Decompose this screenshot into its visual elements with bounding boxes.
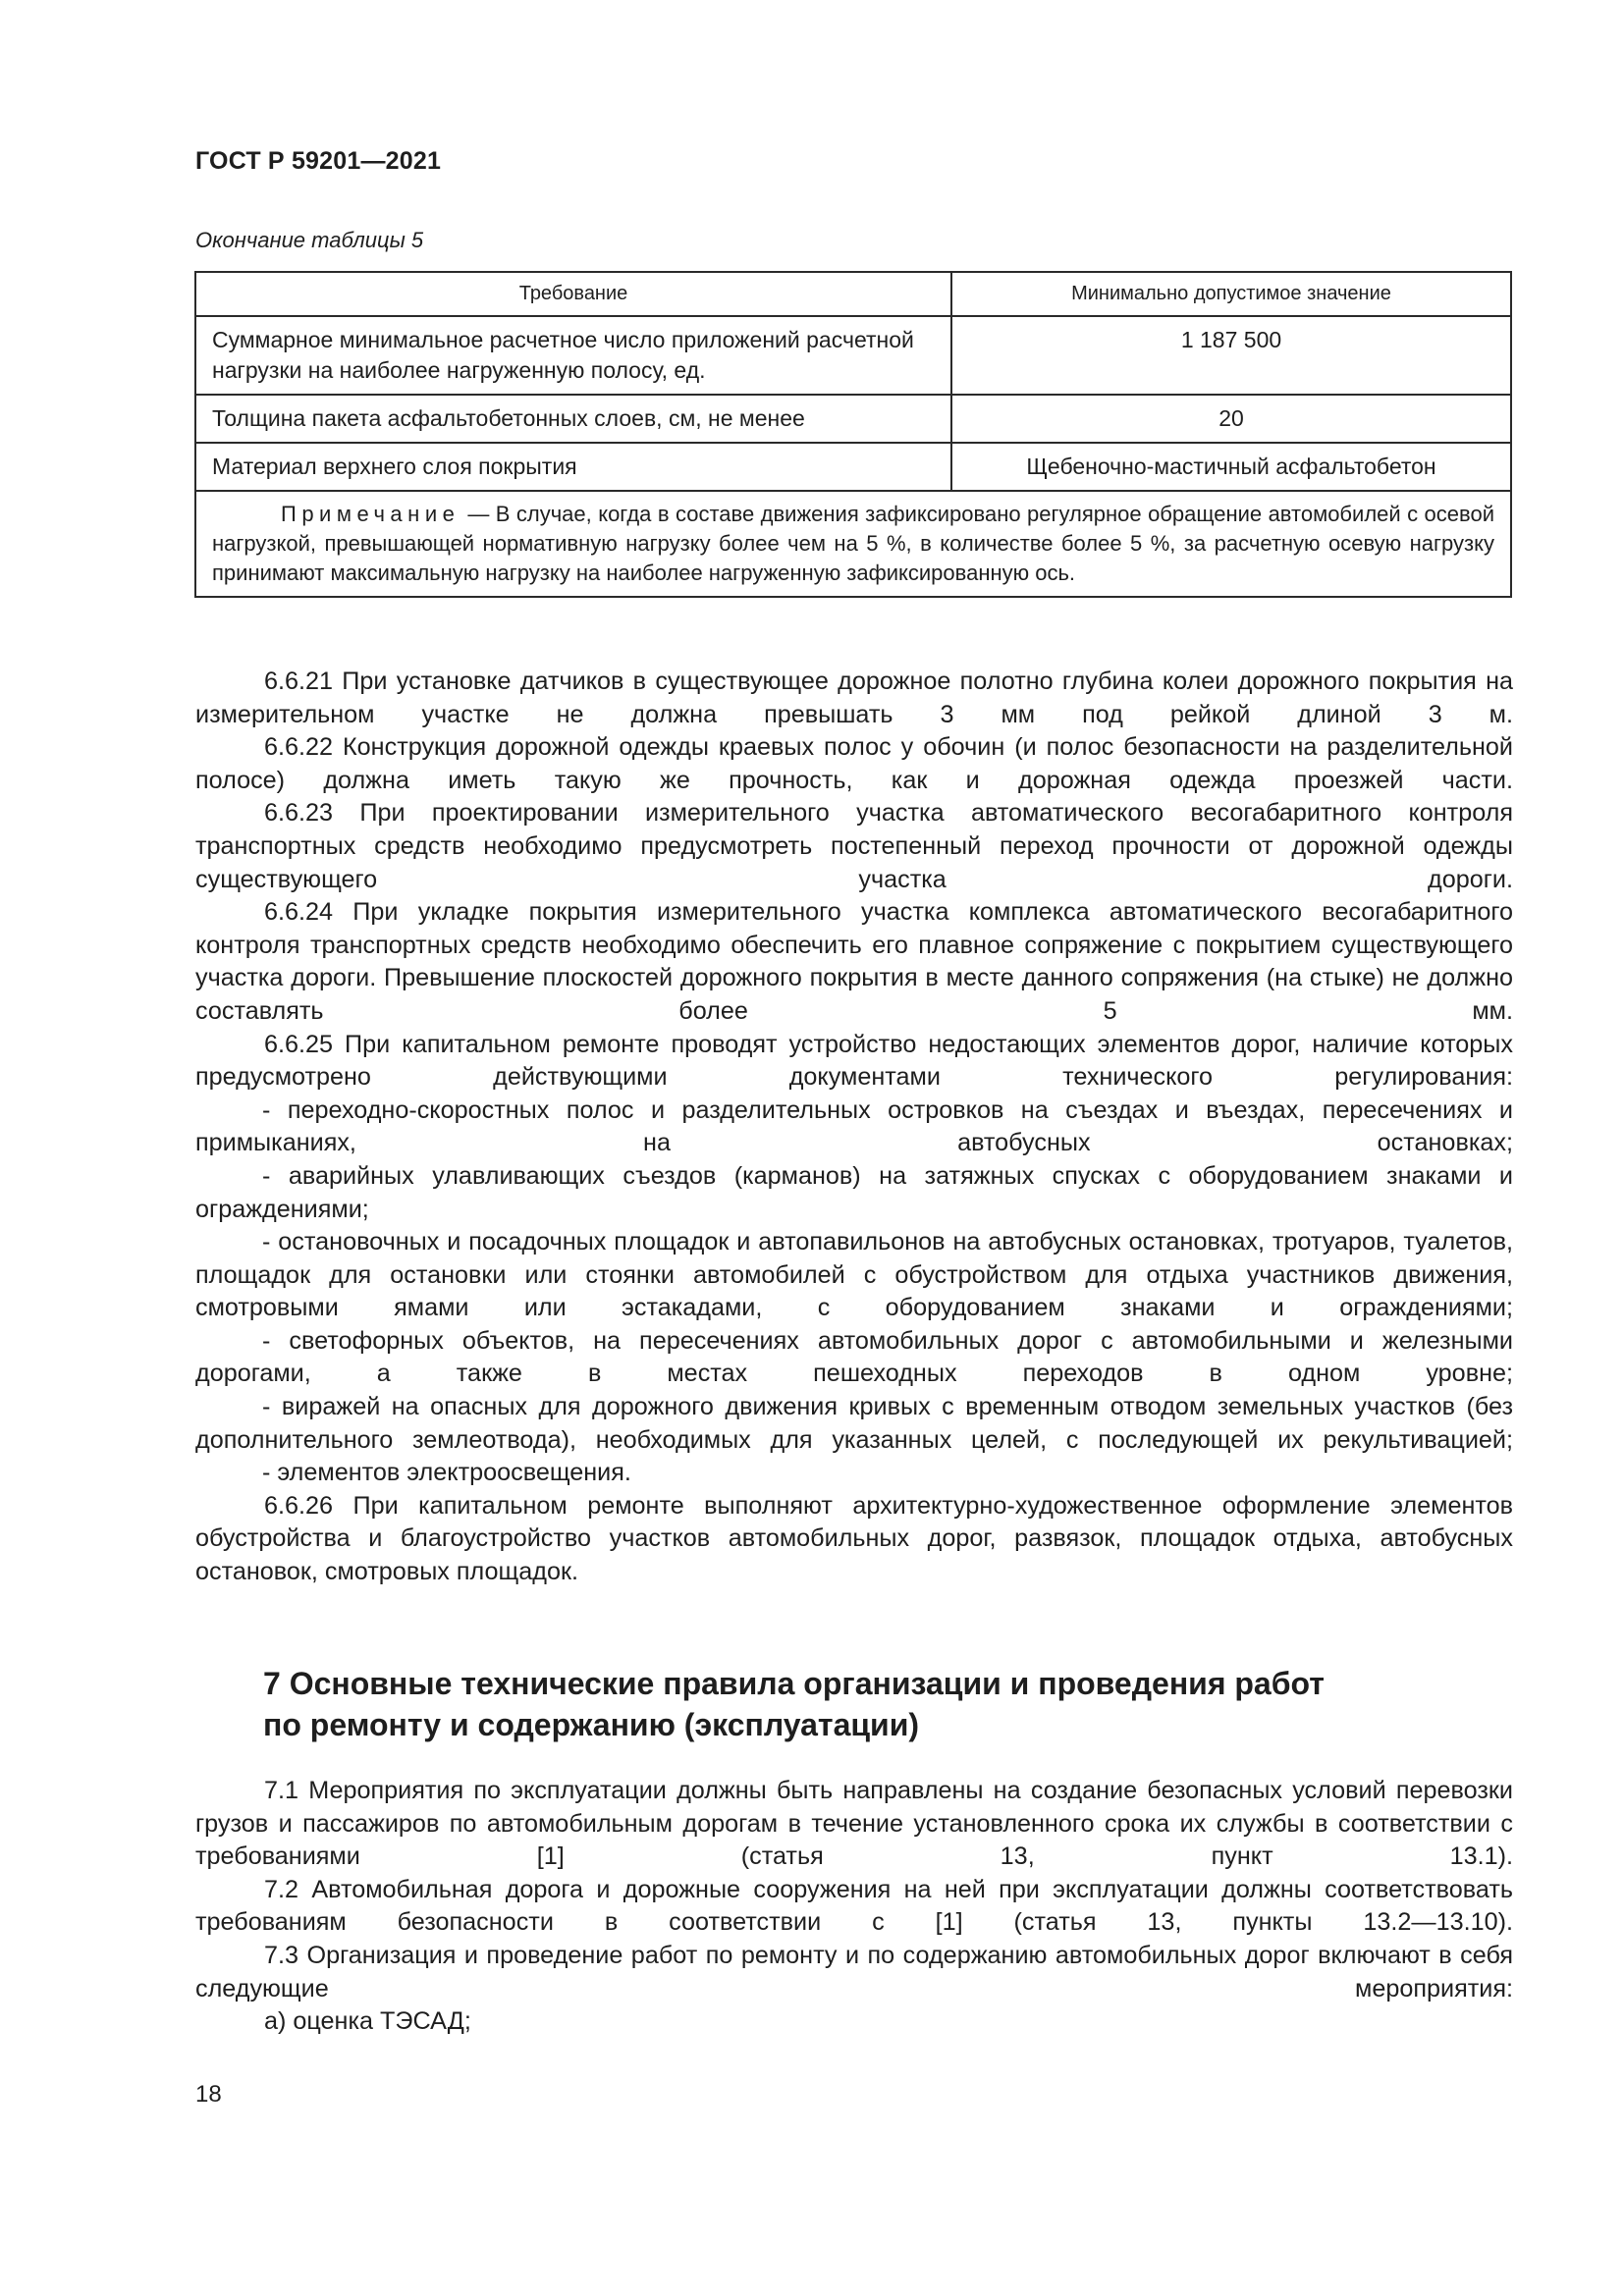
table-row (195, 443, 1511, 491)
body-text-section-7 (195, 1775, 1513, 2039)
paragraph-6-6-26: 6.6.26 При капитальном ремонте выполняют архитектурно-художественное оформление элементов обустройства и благоустройство участков автомобильных дорог, развязок, площадок отдыха, автобусных остановок, смотровых площадок. (195, 1491, 1513, 1586)
value-cell: 20 (951, 395, 1511, 443)
list-item: - переходно-скоростных полос и разделительных островков на съездах и въездах, пересечениях и примыканиях, на автобусных остановках; (195, 1095, 1513, 1157)
table-row (195, 395, 1511, 443)
table-note (195, 491, 1511, 597)
paragraph-7-2: 7.2 Автомобильная дорога и дорожные сооружения на ней при эксплуатации должны соответствовать требованиям безопасности в соответствии с [1] (статья 13, пункты 13.2—13.10). (195, 1875, 1513, 1937)
column-header-min-value: Минимально допустимое значение (951, 272, 1511, 316)
requirements-table (194, 271, 1512, 598)
section-title-line: по ремонту и содержанию (эксплуатации) (263, 1707, 920, 1742)
paragraph-7-1: 7.1 Мероприятия по эксплуатации должны быть направлены на создание безопасных условий перевозки грузов и пассажиров по автомобильным дорогам в течение установленного срока их службы в соответствии с требованиями [1] (статья 13, пункт 13.1). (195, 1777, 1513, 1871)
paragraph-6-6-25: 6.6.25 При капитальном ремонте проводят устройство недостающих элементов дорог, наличие которых предусмотрено действующими документами технического регулирования: (195, 1030, 1513, 1092)
section-7-title (263, 1663, 1441, 1745)
paragraph-6-6-22: 6.6.22 Конструкция дорожной одежды краевых полос у обочин (и полос безопасности на разделительной полосе) должна иметь такую же прочность, как и дорожная одежда проезжей части. (195, 733, 1513, 794)
table-note-row (195, 491, 1511, 597)
requirement-cell: Материал верхнего слоя покрытия (195, 443, 951, 491)
paragraph-6-6-24: 6.6.24 При укладке покрытия измерительного участка комплекса автоматического весогабаритного контроля транспортных средств необходимо обеспечить его плавное сопряжение с покрытием существующего участка дороги. Превышение плоскостей дорожного покрытия в месте данного сопряжения (на стыке) не должно составлять более 5 мм. (195, 898, 1513, 1025)
paragraph-7-3: 7.3 Организация и проведение работ по ремонту и по содержанию автомобильных дорог включают в себя следующие мероприятия: (195, 1941, 1513, 2002)
value-cell: 1 187 500 (951, 316, 1511, 395)
requirement-cell: Суммарное минимальное расчетное число приложений расчетной нагрузки на наиболее нагруженную полосу, ед. (195, 316, 951, 395)
body-text-clause-6 (195, 666, 1513, 1589)
list-item: а) оценка ТЭСАД; (264, 2007, 471, 2036)
column-header-requirement: Требование (195, 272, 951, 316)
table-row (195, 316, 1511, 395)
note-text: — В случае, когда в составе движения зафиксировано регулярное обращение автомобилей с осевой нагрузкой, превышающей нормативную нагрузку более чем на 5 %, в количестве более 5 %, за расчетную осевую нагрузку принимают максимальную нагрузку на наиболее нагруженную зафиксированную ось. (212, 502, 1494, 585)
list-item: - элементов электроосвещения. (262, 1459, 631, 1487)
paragraph-6-6-23: 6.6.23 При проектировании измерительного участка автоматического весогабаритного контроля транспортных средств необходимо предусмотреть постепенный переход прочности от дорожной одежды существующего участка дороги. (195, 799, 1513, 893)
list-item: - аварийных улавливающих съездов (карманов) на затяжных спусках с оборудованием знаками и ограждениями; (195, 1161, 1513, 1223)
note-label: Примечание (281, 502, 460, 526)
standard-designation: ГОСТ Р 59201—2021 (195, 147, 442, 175)
paragraph-6-6-21: 6.6.21 При установке датчиков в существующее дорожное полотно глубина колеи дорожного покрытия на измерительном участке не должна превышать 3 мм под рейкой длиной 3 м. (195, 667, 1513, 728)
requirement-cell: Толщина пакета асфальтобетонных слоев, см, не менее (195, 395, 951, 443)
value-cell: Щебеночно-мастичный асфальтобетон (951, 443, 1511, 491)
table-header-row (195, 272, 1511, 316)
list-item: - остановочных и посадочных площадок и автопавильонов на автобусных остановках, тротуаров, туалетов, площадок для остановки или стоянки автомобилей с обустройством для отдыха участников движения, смотровыми ямами или эстакадами, с оборудованием знаками и ограждениями; (195, 1228, 1513, 1322)
section-title-line: 7 Основные технические правила организации и проведения работ (263, 1666, 1325, 1701)
list-item: - виражей на опасных для дорожного движения кривых с временным отводом земельных участков (без дополнительного землеотвода), необходимых для указанных целей, с последующей их рекультивацией; (195, 1393, 1513, 1454)
table-caption: Окончание таблицы 5 (195, 228, 424, 252)
list-item: - светофорных объектов, на пересечениях автомобильных дорог с автомобильными и железными дорогами, а также в местах пешеходных переходов в одном уровне; (195, 1326, 1513, 1388)
page-number: 18 (195, 2081, 222, 2108)
